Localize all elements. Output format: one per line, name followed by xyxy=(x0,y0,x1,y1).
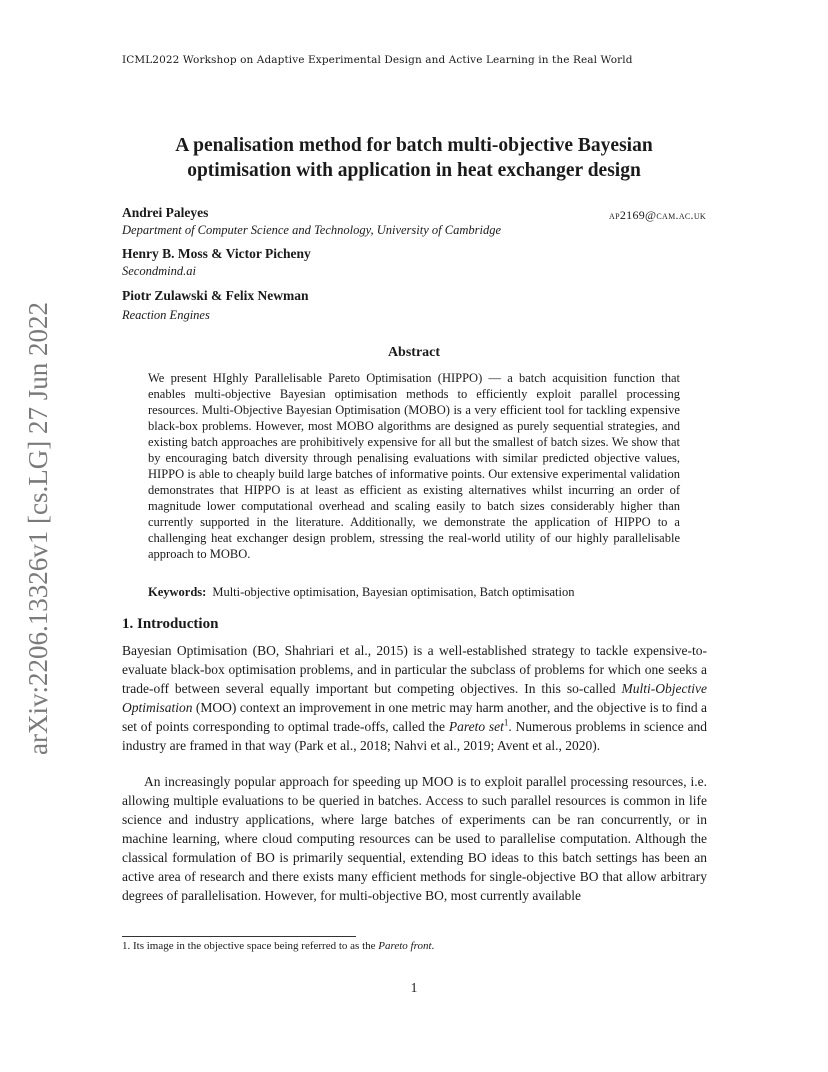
arxiv-identifier-text: arXiv:2206.13326v1 [cs.LG] 27 Jun 2022 xyxy=(23,302,53,755)
keywords-label: Keywords: xyxy=(148,585,207,599)
intro-p1-text-a: Bayesian Optimisation (BO, Shahriari et al., 2015) is a well-established strategy to tackle expensive-to-evaluate black-box optimisation problems, and in particular the subclass of problems for which one seeks a trade-off between several equally important but competing objectives. In this so-called xyxy=(122,643,707,696)
author-name-3: Piotr Zulawski & Felix Newman xyxy=(122,288,309,303)
footnote-number: 1. xyxy=(122,940,131,952)
paper-title xyxy=(100,133,728,183)
page-number: 1 xyxy=(410,980,418,995)
intro-paragraph-1 xyxy=(122,641,707,755)
keywords-text: Multi-objective optimisation, Bayesian optimisation, Batch optimisation xyxy=(212,585,575,599)
footnote-divider xyxy=(122,936,356,937)
author-affiliation-3: Reaction Engines xyxy=(122,308,210,322)
author-affiliation-2: Secondmind.ai xyxy=(122,264,196,278)
footnote-text-a: Its image in the objective space being referred to as the xyxy=(133,940,379,952)
footnote-marker[interactable]: 1 xyxy=(503,717,509,728)
venue-header: ICML2022 Workshop on Adaptive Experimental Design and Active Learning in the Real World xyxy=(122,54,633,66)
intro-p1-text-b: (MOO) context an improvement in one metric may harm another, and the objective is to find a set of points corresponding to optimal trade-offs, called the xyxy=(122,700,707,734)
footnote-emphasis: Pareto front xyxy=(378,940,432,952)
keywords-line xyxy=(148,585,688,600)
abstract-heading: Abstract xyxy=(387,345,441,360)
intro-paragraph-2: An increasingly popular approach for speeding up MOO is to exploit parallel processing resources, i.e. allowing multiple evaluations to be queried in batches. Access to such parallel resources is common in life science and industry applications, where large batches of experiments can be ran concurrently, or in machine learning, where cloud computing resources can be used to parallelise computation. Although the classical formulation of BO is primarily sequential, extending BO ideas to this batch settings has been an active area of research and there exists many efficient methods for single-objective BO that allow arbitrary degrees of parallelisation. However, for multi-objective BO, most currently available xyxy=(122,774,707,903)
author-name-2: Henry B. Moss & Victor Picheny xyxy=(122,246,311,261)
abstract-text: We present HIghly Parallelisable Pareto Optimisation (HIPPO) — a batch acquisition function that enables multi-objective Bayesian optimisation methods to efficiently exploit parallel processing resources. Multi-Objective Bayesian Optimisation (MOBO) is a very efficient tool for tackling expensive black-box problems. However, most MOBO algorithms are designed as purely sequential strategies, and existing batch approaches are prohibitively expensive for all but the smallest of batch sizes. We show that by encouraging batch diversity through penalising evaluations with similar predicted objective values, HIPPO is able to cheaply build large batches of informative points. Our extensive experimental validation demonstrates that HIPPO is at least as efficient as existing alternatives whilst incurring an order of magnitude lower computational overhead and scaling easily to batch sizes considerably higher than currently supported in the literature. Additionally, we demonstrate the application of HIPPO to a challenging heat exchanger design problem, stressing the real-world utility of our highly parallelisable approach to MOBO. xyxy=(148,371,680,561)
paper-title-line2: optimisation with application in heat exchanger design xyxy=(187,160,641,181)
intro-p1-emphasis-pareto-set: Pareto set xyxy=(448,719,504,734)
author-name-1: Andrei Paleyes xyxy=(122,205,209,220)
paper-title-line1: A penalisation method for batch multi-objective Bayesian xyxy=(175,135,653,156)
author-affiliation-1: Department of Computer Science and Technology, University of Cambridge xyxy=(122,223,501,237)
author-email[interactable]: ap2169@cam.ac.uk xyxy=(609,208,706,222)
footnote xyxy=(122,940,707,952)
section-heading-introduction: 1. Introduction xyxy=(122,616,219,632)
footnote-text-b: . xyxy=(431,940,435,952)
intro-p1-emphasis-moo: Multi-Objective Optimisation xyxy=(122,681,707,715)
intro-p1-text-c: . Numerous problems in science and industry are framed in that way (Park et al., 2018; Nahvi et al., 2019; Avent et al., 2020). xyxy=(122,719,707,753)
arxiv-identifier xyxy=(11,200,63,760)
